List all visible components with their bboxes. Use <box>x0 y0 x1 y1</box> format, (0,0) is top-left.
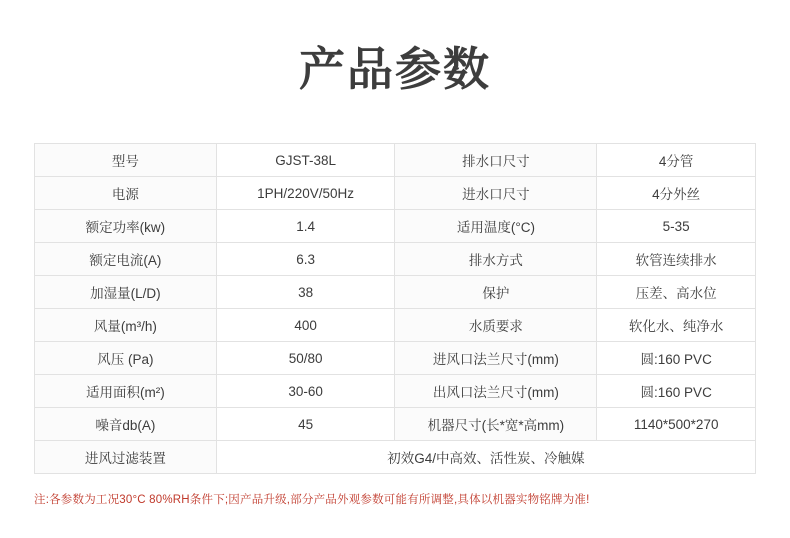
spec-table-wrapper <box>34 143 756 474</box>
table-row-footer <box>35 441 756 474</box>
spec-value: 软管连续排水 <box>597 243 756 276</box>
spec-label: 额定功率(kw) <box>35 210 217 243</box>
spec-value: 1140*500*270 <box>597 408 756 441</box>
spec-value: 圆:160 PVC <box>597 342 756 375</box>
page-title: 产品参数 <box>299 43 491 95</box>
table-row <box>35 309 756 342</box>
table-row <box>35 342 756 375</box>
spec-value: 400 <box>216 309 395 342</box>
spec-table-body <box>35 144 756 474</box>
spec-table <box>34 143 756 474</box>
spec-value: 1PH/220V/50Hz <box>216 177 395 210</box>
spec-label: 风压 (Pa) <box>35 342 217 375</box>
spec-label: 水质要求 <box>395 309 597 342</box>
spec-label: 额定电流(A) <box>35 243 217 276</box>
table-row <box>35 243 756 276</box>
table-row <box>35 177 756 210</box>
spec-value: 6.3 <box>216 243 395 276</box>
table-row <box>35 375 756 408</box>
spec-label: 适用温度(°C) <box>395 210 597 243</box>
spec-label: 排水方式 <box>395 243 597 276</box>
spec-value: 4分外丝 <box>597 177 756 210</box>
spec-value: 4分管 <box>597 144 756 177</box>
spec-value: 压差、高水位 <box>597 276 756 309</box>
spec-value: GJST-38L <box>216 144 395 177</box>
spec-label: 出风口法兰尺寸(mm) <box>395 375 597 408</box>
spec-value: 30-60 <box>216 375 395 408</box>
spec-label: 电源 <box>35 177 217 210</box>
spec-value: 45 <box>216 408 395 441</box>
spec-value: 1.4 <box>216 210 395 243</box>
table-row <box>35 408 756 441</box>
footnote: 注:各参数为工况30°C 80%RH条件下;因产品升级,部分产品外观参数可能有所调整,具体以机器实物铭牌为准! <box>34 494 590 507</box>
table-row <box>35 276 756 309</box>
spec-value: 38 <box>216 276 395 309</box>
spec-label: 适用面积(m²) <box>35 375 217 408</box>
spec-label: 加湿量(L/D) <box>35 276 217 309</box>
spec-label: 机器尺寸(长*宽*高mm) <box>395 408 597 441</box>
spec-label: 进风口法兰尺寸(mm) <box>395 342 597 375</box>
spec-label-filter: 进风过滤装置 <box>35 441 217 474</box>
spec-label: 保护 <box>395 276 597 309</box>
spec-label: 型号 <box>35 144 217 177</box>
spec-label: 排水口尺寸 <box>395 144 597 177</box>
spec-label: 风量(m³/h) <box>35 309 217 342</box>
table-row <box>35 144 756 177</box>
spec-value: 5-35 <box>597 210 756 243</box>
spec-value-filter: 初效G4/中高效、活性炭、冷触媒 <box>216 441 755 474</box>
table-row <box>35 210 756 243</box>
spec-value: 圆:160 PVC <box>597 375 756 408</box>
spec-value: 50/80 <box>216 342 395 375</box>
spec-value: 软化水、纯净水 <box>597 309 756 342</box>
spec-label: 进水口尺寸 <box>395 177 597 210</box>
spec-label: 噪音db(A) <box>35 408 217 441</box>
